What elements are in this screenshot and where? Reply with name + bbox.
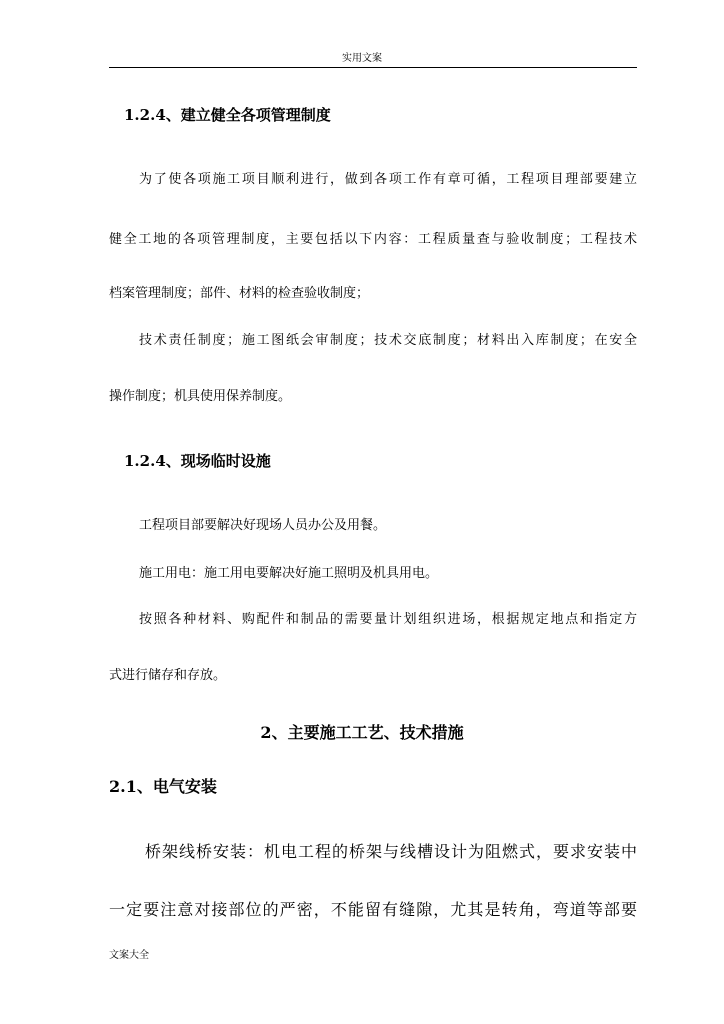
header-text: 实用文案 xyxy=(342,53,382,64)
section-heading xyxy=(124,105,331,125)
subsection-title: 、电气安装 xyxy=(136,777,217,796)
section-heading xyxy=(124,451,271,471)
paragraph-line: 健全工地的各项管理制度，主要包括以下内容：工程质量查与验收制度；工程技术 xyxy=(109,232,637,247)
paragraph-line: 按照各种材料、购配件和制品的需要量计划组织进场，根据规定地点和指定方 xyxy=(139,612,637,627)
paragraph-line: 式进行储存和存放。 xyxy=(109,668,227,683)
paragraph-line: 为了使各项施工项目顺利进行，做到各项工作有章可循，工程项目理部要建立 xyxy=(139,172,637,187)
section-title: 、建立健全各项管理制度 xyxy=(165,106,331,124)
paragraph-line: 操作制度；机具使用保养制度。 xyxy=(109,389,292,404)
section-number: 1.2.4 xyxy=(124,106,166,124)
paragraph-line: 施工用电：施工用电要解决好施工照明及机具用电。 xyxy=(139,566,439,581)
chapter-number: 2 xyxy=(260,723,272,742)
paragraph-line: 工程项目部要解决好现场人员办公及用餐。 xyxy=(139,518,387,533)
paragraph-line: 一定要注意对接部位的严密，不能留有缝隙，尤其是转角，弯道等部要 xyxy=(109,900,637,919)
page-footer: 文案大全 xyxy=(109,950,149,961)
header-rule xyxy=(109,67,637,68)
subsection-number: 2.1 xyxy=(109,777,137,796)
section-number: 1.2.4 xyxy=(124,452,166,470)
section-title: 、现场临时设施 xyxy=(165,452,271,470)
chapter-title: 、主要施工工艺、技术措施 xyxy=(271,723,464,742)
paragraph-line: 桥架线桥安装：机电工程的桥架与线槽设计为阻燃式，要求安装中 xyxy=(145,842,637,861)
subsection-heading xyxy=(109,777,217,797)
chapter-heading xyxy=(0,723,724,743)
paragraph-line: 技术责任制度；施工图纸会审制度；技术交底制度；材料出入库制度；在安全 xyxy=(139,333,637,348)
paragraph-line: 档案管理制度；部件、材料的检查验收制度； xyxy=(109,286,370,301)
